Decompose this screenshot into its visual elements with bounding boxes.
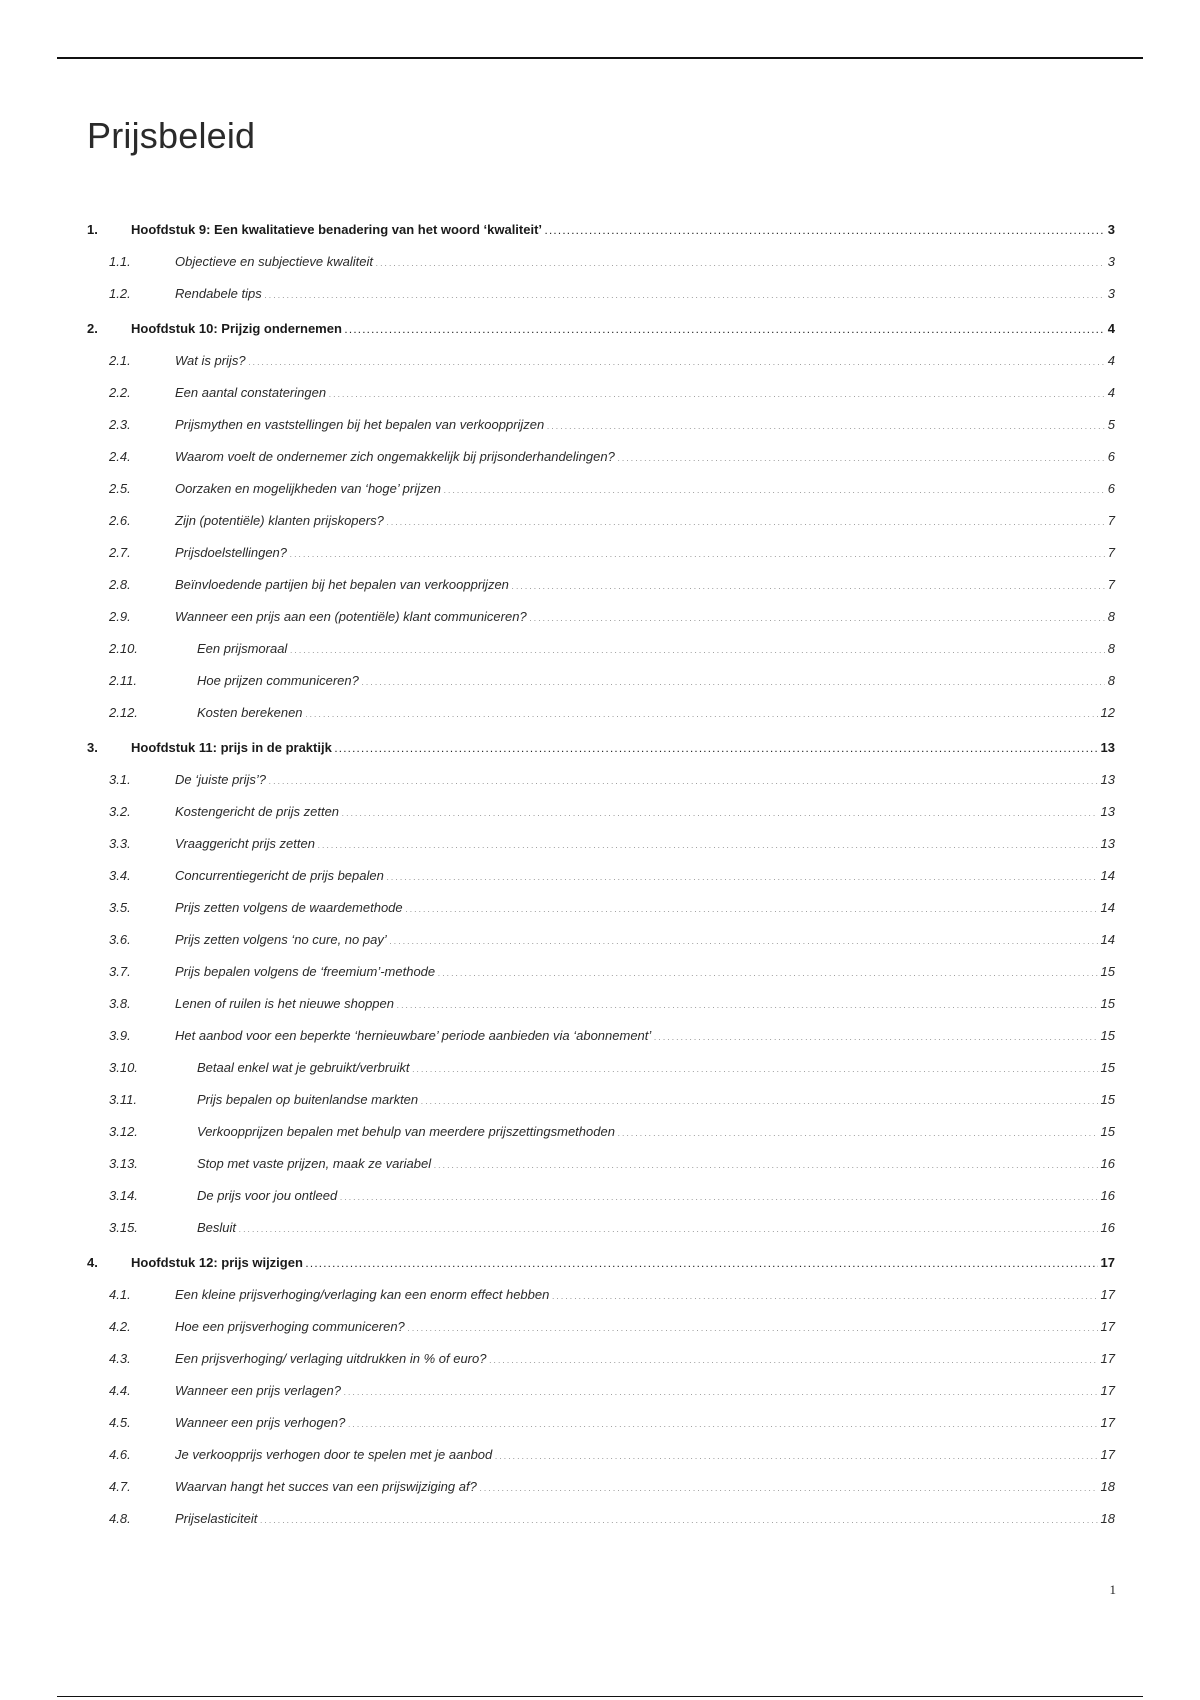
toc-dot-leader [489,1351,1097,1366]
toc-section-entry[interactable] [87,1479,1115,1500]
toc-section-entry[interactable] [87,1351,1115,1372]
toc-entry-page: 3 [1107,222,1115,237]
toc-entry-number: 2.7. [109,545,131,560]
toc-dot-leader [495,1447,1097,1462]
toc-dot-leader [552,1287,1097,1302]
toc-entry-label: Lenen of ruilen is het nieuwe shoppen [175,996,394,1011]
toc-dot-leader [342,804,1097,819]
toc-section-entry[interactable] [87,772,1115,793]
toc-entry-label: Vraaggericht prijs zetten [175,836,315,851]
toc-entry-number: 3.13. [109,1156,138,1171]
toc-dot-leader [239,1220,1098,1235]
toc-entry-label: Wat is prijs? [175,353,246,368]
toc-entry-label: Prijs bepalen op buitenlandse markten [197,1092,419,1107]
toc-dot-leader [547,417,1104,432]
toc-entry-page: 8 [1107,673,1115,688]
toc-entry-page: 17 [1100,1383,1115,1398]
footer-rule [57,1696,1143,1697]
toc-section-entry[interactable] [87,868,1115,889]
toc-dot-leader [340,1188,1097,1203]
header-rule [57,57,1143,59]
toc-dot-leader [412,1060,1097,1075]
toc-dot-leader [438,964,1097,979]
toc-entry-label: Prijs zetten volgens ‘no cure, no pay’ [175,932,387,947]
toc-entry-number: 2.10. [109,641,138,656]
toc-entry-page: 17 [1100,1255,1115,1270]
toc-entry-number: 3. [87,740,98,755]
toc-entry-label: Je verkoopprijs verhogen door te spelen met je aanbod [175,1447,493,1462]
toc-section-entry[interactable] [87,353,1115,374]
toc-entry-number: 1. [87,222,98,237]
toc-entry-number: 4.6. [109,1447,131,1462]
toc-entry-number: 1.2. [109,286,131,301]
toc-dot-leader [444,481,1105,496]
toc-entry-number: 2.9. [109,609,131,624]
toc-section-entry[interactable] [87,481,1115,502]
toc-entry-page: 7 [1107,513,1115,528]
toc-dot-leader [362,673,1105,688]
toc-section-entry[interactable] [87,417,1115,438]
toc-entry-number: 4.1. [109,1287,131,1302]
toc-dot-leader [290,641,1104,656]
toc-entry-label: Prijs zetten volgens de waardemethode [175,900,403,915]
toc-entry-number: 3.3. [109,836,131,851]
page-number: 1 [1109,1582,1116,1597]
toc-entry-number: 4.4. [109,1383,131,1398]
toc-dot-leader [329,385,1105,400]
toc-entry-number: 4.2. [109,1319,131,1334]
toc-dot-leader [545,222,1105,237]
toc-section-entry[interactable] [87,609,1115,630]
toc-entry-page: 14 [1100,868,1115,883]
toc-dot-leader [387,868,1098,883]
toc-entry-number: 4.3. [109,1351,131,1366]
toc-entry-page: 15 [1100,964,1115,979]
toc-entry-page: 6 [1107,449,1115,464]
toc-entry-number: 2.1. [109,353,131,368]
toc-entry-page: 8 [1107,641,1115,656]
document-title: Prijsbeleid [87,115,256,156]
toc-entry-label: Rendabele tips [175,286,262,301]
toc-section-entry[interactable] [87,804,1115,825]
toc-section-entry[interactable] [87,1188,1115,1209]
toc-dot-leader [618,449,1105,464]
toc-entry-number: 3.11. [109,1092,137,1107]
toc-entry-label: Wanneer een prijs verhogen? [175,1415,346,1430]
toc-entry-number: 4. [87,1255,98,1270]
toc-entry-page: 13 [1100,836,1115,851]
toc-entry-number: 4.8. [109,1511,131,1526]
toc-dot-leader [397,996,1098,1011]
toc-section-entry[interactable] [87,1028,1115,1049]
toc-dot-leader [654,1028,1097,1043]
toc-dot-leader [387,513,1105,528]
toc-section-entry[interactable] [87,1447,1115,1468]
toc-entry-label: Hoe een prijsverhoging communiceren? [175,1319,405,1334]
toc-entry-number: 3.9. [109,1028,131,1043]
toc-entry-label: Hoe prijzen communiceren? [197,673,359,688]
toc-entry-number: 3.14. [109,1188,138,1203]
toc-entry-page: 15 [1100,1060,1115,1075]
toc-entry-number: 1.1. [109,254,131,269]
toc-entry-page: 12 [1100,705,1115,720]
toc-entry-number: 3.5. [109,900,131,915]
toc-dot-leader [376,254,1105,269]
toc-entry-label: Prijsmythen en vaststellingen bij het bepalen van verkoopprijzen [175,417,545,432]
toc-dot-leader [348,1415,1097,1430]
toc-entry-number: 4.5. [109,1415,131,1430]
toc-entry-number: 2.5. [109,481,131,496]
toc-entry-page: 3 [1107,254,1115,269]
toc-dot-leader [249,353,1105,368]
toc-section-entry[interactable] [87,1287,1115,1308]
toc-section-entry[interactable] [87,964,1115,985]
toc-entry-label: Beïnvloedende partijen bij het bepalen van verkoopprijzen [175,577,509,592]
toc-section-entry[interactable] [87,545,1115,566]
toc-section-entry[interactable] [87,1319,1115,1340]
toc-entry-label: Stop met vaste prijzen, maak ze variabel [197,1156,432,1171]
toc-entry-page: 6 [1107,481,1115,496]
toc-entry-number: 3.4. [109,868,131,883]
toc-section-entry[interactable] [87,641,1115,662]
toc-entry-label: De ‘juiste prijs’? [175,772,267,787]
toc-entry-page: 13 [1100,772,1115,787]
toc-entry-number: 4.7. [109,1479,131,1494]
toc-section-entry[interactable] [87,1383,1115,1404]
toc-entry-page: 5 [1107,417,1115,432]
toc-entry-number: 2.8. [109,577,131,592]
toc-section-entry[interactable] [87,385,1115,406]
toc-dot-leader [618,1124,1098,1139]
toc-section-entry[interactable] [87,932,1115,953]
toc-entry-label: Betaal enkel wat je gebruikt/verbruikt [197,1060,410,1075]
toc-entry-page: 14 [1100,932,1115,947]
toc-entry-page: 15 [1100,1124,1115,1139]
toc-section-entry[interactable] [87,1220,1115,1241]
toc-entry-page: 17 [1100,1351,1115,1366]
toc-entry-number: 3.2. [109,804,131,819]
toc-section-entry[interactable] [87,673,1115,694]
toc-entry-number: 3.1. [109,772,131,787]
toc-entry-page: 14 [1100,900,1115,915]
toc-section-entry[interactable] [87,1156,1115,1177]
toc-entry-number: 3.10. [109,1060,138,1075]
toc-section-entry[interactable] [87,1060,1115,1081]
toc-entry-page: 4 [1107,353,1115,368]
toc-dot-leader [306,1255,1098,1270]
toc-dot-leader [335,740,1098,755]
toc-entry-label: Prijselasticiteit [175,1511,258,1526]
toc-entry-page: 8 [1107,609,1115,624]
toc-chapter-entry[interactable] [87,1255,1115,1276]
toc-entry-number: 3.7. [109,964,131,979]
toc-entry-page: 15 [1100,1092,1115,1107]
toc-dot-leader [290,545,1105,560]
toc-entry-label: Concurrentiegericht de prijs bepalen [175,868,384,883]
toc-dot-leader [345,321,1105,336]
toc-dot-leader [318,836,1098,851]
toc-entry-label: Kostengericht de prijs zetten [175,804,340,819]
toc-entry-label: Hoofdstuk 12: prijs wijzigen [131,1255,303,1270]
toc-entry-number: 2. [87,321,98,336]
toc-dot-leader [265,286,1105,301]
toc-entry-number: 3.8. [109,996,131,1011]
toc-entry-label: Een prijsverhoging/ verlaging uitdrukken in % of euro? [175,1351,487,1366]
toc-entry-page: 17 [1100,1287,1115,1302]
toc-dot-leader [421,1092,1097,1107]
toc-entry-label: Verkoopprijzen bepalen met behulp van meerdere prijszettingsmethoden [197,1124,615,1139]
toc-entry-page: 18 [1100,1479,1115,1494]
toc-chapter-entry[interactable] [87,740,1115,761]
toc-entry-label: De prijs voor jou ontleed [197,1188,338,1203]
toc-entry-number: 3.6. [109,932,131,947]
toc-section-entry[interactable] [87,1092,1115,1113]
toc-entry-number: 2.2. [109,385,131,400]
toc-entry-page: 3 [1107,286,1115,301]
toc-entry-label: Objectieve en subjectieve kwaliteit [175,254,373,269]
toc-entry-label: Hoofdstuk 11: prijs in de praktijk [131,740,332,755]
toc-dot-leader [530,609,1105,624]
toc-entry-number: 2.4. [109,449,131,464]
toc-entry-label: Wanneer een prijs verlagen? [175,1383,341,1398]
toc-section-entry[interactable] [87,900,1115,921]
toc-entry-page: 16 [1100,1188,1115,1203]
toc-entry-label: Besluit [197,1220,237,1235]
toc-entry-page: 7 [1107,545,1115,560]
toc-section-entry[interactable] [87,705,1115,726]
toc-entry-label: Hoofdstuk 9: Een kwalitatieve benadering van het woord ‘kwaliteit’ [131,222,543,237]
toc-entry-label: Een kleine prijsverhoging/verlaging kan een enorm effect hebben [175,1287,550,1302]
toc-entry-label: Kosten berekenen [197,705,303,720]
toc-entry-number: 3.15. [109,1220,138,1235]
toc-entry-label: Hoofdstuk 10: Prijzig ondernemen [131,321,342,336]
toc-section-entry[interactable] [87,513,1115,534]
toc-entry-page: 13 [1100,804,1115,819]
toc-entry-label: Wanneer een prijs aan een (potentiële) klant communiceren? [175,609,527,624]
toc-entry-label: Een aantal constateringen [175,385,327,400]
toc-chapter-entry[interactable] [87,321,1115,342]
toc-dot-leader [434,1156,1097,1171]
toc-entry-label: Prijsdoelstellingen? [175,545,288,560]
toc-entry-number: 2.11. [109,673,137,688]
toc-dot-leader [406,900,1098,915]
toc-entry-label: Waarvan hangt het succes van een prijswijziging af? [175,1479,477,1494]
toc-entry-page: 18 [1100,1511,1115,1526]
toc-entry-page: 13 [1100,740,1115,755]
toc-entry-number: 2.12. [109,705,138,720]
toc-section-entry[interactable] [87,1511,1115,1532]
toc-entry-page: 17 [1100,1447,1115,1462]
toc-dot-leader [260,1511,1097,1526]
toc-chapter-entry[interactable] [87,222,1115,243]
toc-entry-number: 2.6. [109,513,131,528]
toc-entry-page: 4 [1107,321,1115,336]
toc-entry-page: 4 [1107,385,1115,400]
toc-entry-label: Een prijsmoraal [197,641,288,656]
toc-section-entry[interactable] [87,577,1115,598]
toc-dot-leader [269,772,1097,787]
toc-section-entry[interactable] [87,449,1115,470]
toc-entry-number: 3.12. [109,1124,138,1139]
toc-entry-label: Waarom voelt de ondernemer zich ongemakkelijk bij prijsonderhandelingen? [175,449,615,464]
toc-entry-page: 17 [1100,1319,1115,1334]
toc-entry-page: 15 [1100,1028,1115,1043]
toc-dot-leader [408,1319,1098,1334]
toc-entry-page: 16 [1100,1220,1115,1235]
toc-section-entry[interactable] [87,286,1115,307]
toc-entry-page: 16 [1100,1156,1115,1171]
toc-section-entry[interactable] [87,836,1115,857]
toc-dot-leader [512,577,1105,592]
toc-section-entry[interactable] [87,1124,1115,1145]
toc-dot-leader [344,1383,1098,1398]
toc-entry-label: Het aanbod voor een beperkte ‘hernieuwbare’ periode aanbieden via ‘abonnement’ [175,1028,652,1043]
toc-dot-leader [390,932,1098,947]
toc-section-entry[interactable] [87,254,1115,275]
table-of-contents [87,222,1115,1532]
toc-section-entry[interactable] [87,996,1115,1017]
toc-dot-leader [480,1479,1098,1494]
toc-entry-number: 2.3. [109,417,131,432]
toc-entry-label: Oorzaken en mogelijkheden van ‘hoge’ prijzen [175,481,441,496]
toc-section-entry[interactable] [87,1415,1115,1436]
toc-entry-page: 7 [1107,577,1115,592]
toc-entry-label: Zijn (potentiële) klanten prijskopers? [175,513,384,528]
toc-entry-page: 17 [1100,1415,1115,1430]
toc-entry-page: 15 [1100,996,1115,1011]
toc-dot-leader [306,705,1098,720]
toc-entry-label: Prijs bepalen volgens de ‘freemium’-methode [175,964,436,979]
